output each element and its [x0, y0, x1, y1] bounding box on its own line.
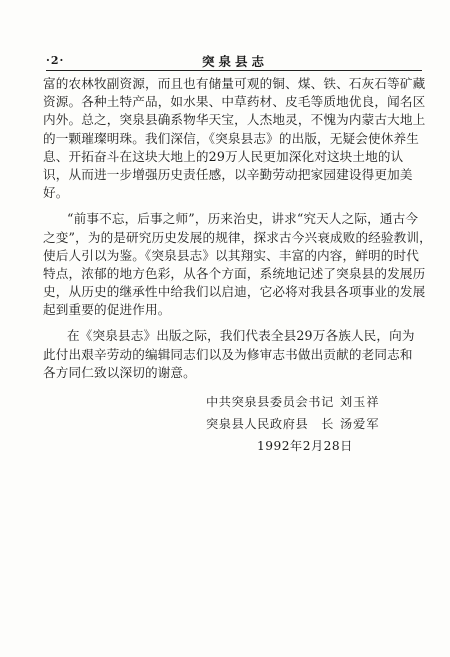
text-line: 内外。总之，突泉县确系物华天宝，人杰地灵，不愧为内蒙古大地上 [43, 112, 426, 128]
text-line: 史，从历史的继承性中给我们以启迪，它必将对我县各项事业的发展 [43, 284, 426, 300]
text-line: 的一颗璀璨明珠。我们深信，《突泉县志》的出版，无疑会使休养生 [43, 130, 420, 146]
page-header [46, 52, 424, 70]
running-title: 突泉县志 [201, 54, 268, 69]
text-line: 特点，浓郁的地方色彩，从各个方面，系统地记述了突泉县的发展历 [43, 265, 426, 281]
signature-date: 1992年2月28日 [257, 439, 353, 453]
text-line: 之变”，为的是研究历史发展的规律，探求古今兴衰成败的经验教训， [43, 229, 432, 245]
text-line: 起到重要的促进作用。 [43, 302, 171, 318]
text-line: 识，从而进一步增强历史责任感，以辛勤劳动把家园建设得更加美 [43, 166, 413, 182]
text-line: 此付出艰辛劳动的编辑同志们以及为修审志书做出贡献的老同志和 [43, 346, 413, 362]
county-head-name: 汤爱军 [340, 417, 380, 431]
text-line: 各方同仁致以深切的谢意。 [43, 364, 196, 380]
text-line: “前事不忘，后事之师”，历来治史，讲求“究天人之际，通古今 [67, 211, 419, 227]
party-secretary-title: 中共突泉县委员会书记 [206, 395, 334, 409]
text-line: 富的农林牧副资源，而且也有储量可观的铜、煤、铁、石灰石等矿藏 [43, 76, 426, 91]
body-text [43, 75, 432, 382]
county-head-title: 突泉县人民政府县 长 [206, 417, 334, 431]
text-line: 好。 [43, 185, 69, 201]
party-secretary-name: 刘玉祥 [340, 395, 380, 409]
text-line: 资源。各种土特产品，如水果、中草药材、皮毛等质地优良，闻名区 [43, 94, 426, 110]
header-rule [46, 70, 422, 71]
text-line: 使后人引以为鉴。《突泉县志》以其翔实、丰富的内容，鲜明的时代 [43, 247, 420, 263]
text-line: 息、开拓奋斗在这块大地上的29万人民更加深化对这块土地的认 [43, 148, 404, 164]
page-number: ·2· [46, 54, 65, 67]
text-line: 在《突泉县志》出版之际，我们代表全县29万各族人民，向为 [67, 328, 415, 344]
